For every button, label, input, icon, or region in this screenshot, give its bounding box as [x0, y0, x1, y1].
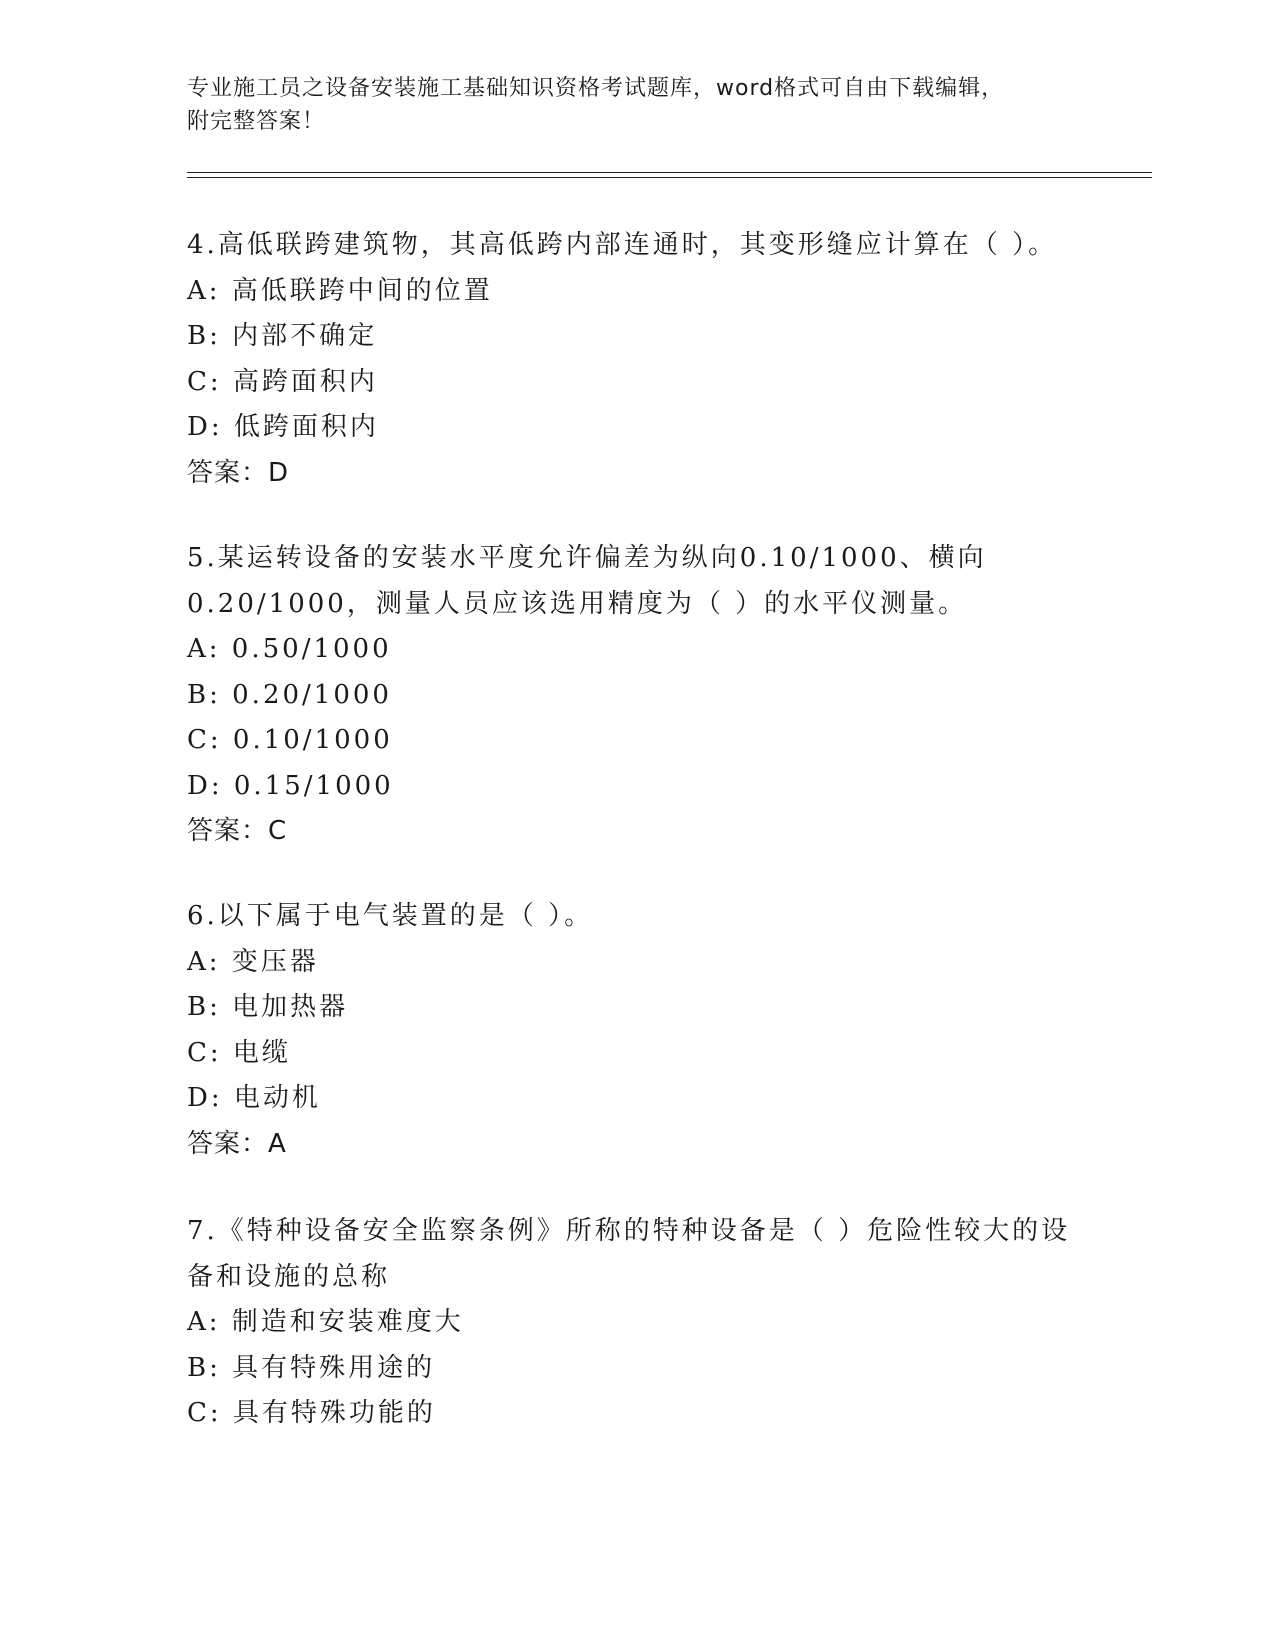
option-a: A: 高低联跨中间的位置 — [187, 275, 493, 306]
option-b: B: 具有特殊用途的 — [187, 1352, 436, 1383]
question-4 — [187, 223, 1087, 496]
option-b: B: 内部不确定 — [187, 321, 378, 351]
question-6 — [187, 894, 1087, 1167]
header-rule-bottom — [187, 177, 1152, 178]
header-line-2: 附完整答案！ — [187, 109, 326, 134]
option-a: A: 制造和安装难度大 — [187, 1307, 464, 1337]
document-header — [187, 72, 1087, 138]
header-line-1: 专业施工员之设备安装施工基础知识资格考试题库，word格式可自由下载编辑， — [187, 76, 1005, 101]
option-b: B: 0.20/1000 — [187, 679, 392, 710]
option-c: C: 0.10/1000 — [187, 725, 393, 755]
question-5 — [187, 536, 1087, 855]
option-d: D: 0.15/1000 — [187, 770, 394, 801]
question-stem: 5.某运转设备的安装水平度允许偏差为纵向0.10/1000、横向 — [187, 543, 987, 573]
question-stem: 4.高低联跨建筑物，其高低跨内部连通时，其变形缝应计算在（ ）。 — [187, 230, 1058, 260]
option-d: D: 电动机 — [187, 1083, 321, 1113]
header-rule-top — [187, 172, 1152, 173]
question-stem: 6.以下属于电气装置的是（ ）。 — [187, 901, 594, 931]
question-stem-cont: 0.20/1000，测量人员应该选用精度为（ ）的水平仪测量。 — [187, 588, 968, 619]
option-b: B: 电加热器 — [187, 992, 349, 1022]
option-c: C: 高跨面积内 — [187, 366, 378, 397]
answer: 答案：C — [187, 816, 288, 846]
option-c: C: 具有特殊功能的 — [187, 1398, 436, 1428]
option-d: D: 低跨面积内 — [187, 412, 379, 442]
option-c: C: 电缆 — [187, 1037, 291, 1068]
question-stem-cont: 备和设施的总称 — [187, 1261, 391, 1292]
option-a: A: 变压器 — [187, 946, 319, 977]
answer: 答案：A — [187, 1128, 287, 1159]
answer: 答案：D — [187, 457, 290, 488]
option-a: A: 0.50/1000 — [187, 634, 392, 664]
question-stem: 7.《特种设备安全监察条例》所称的特种设备是（ ）危险性较大的设 — [187, 1216, 1071, 1246]
question-7 — [187, 1209, 1087, 1437]
